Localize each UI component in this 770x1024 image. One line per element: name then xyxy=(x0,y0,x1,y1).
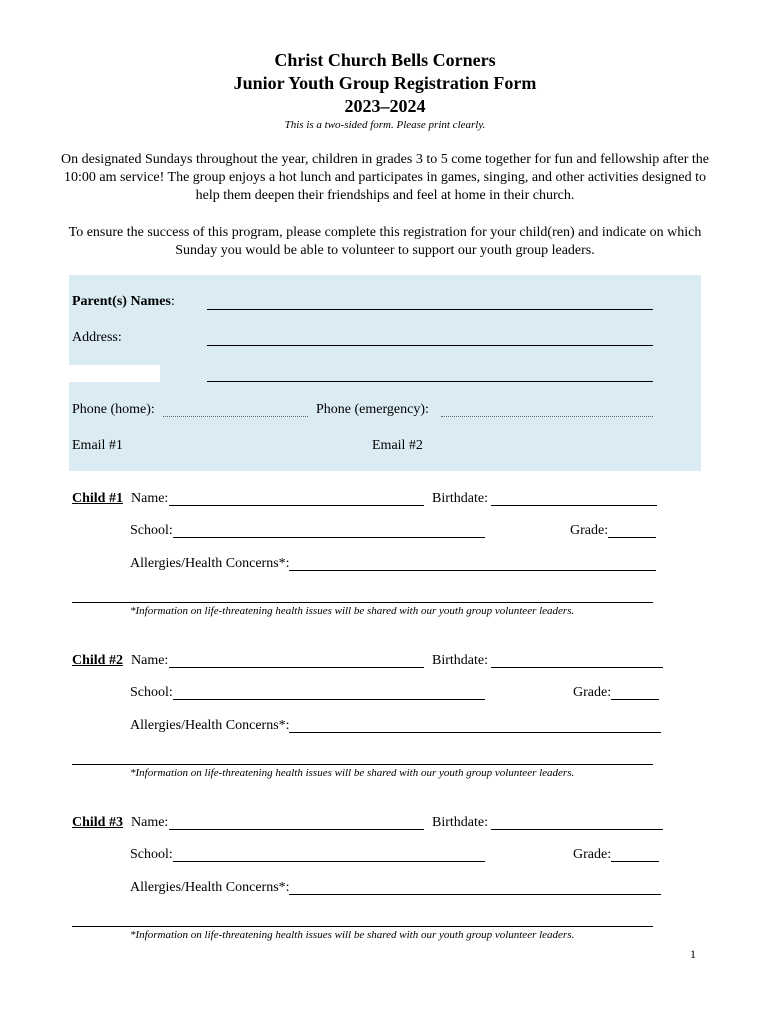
form-title: Junior Youth Group Registration Form xyxy=(233,73,537,93)
child2-name-label: Name: xyxy=(131,653,169,668)
child1-name-field[interactable] xyxy=(169,505,424,506)
child2-grade-field[interactable] xyxy=(611,699,659,700)
child2-allergies-label: Allergies/Health Concerns*: xyxy=(130,718,290,733)
email1-label: Email #1 xyxy=(72,438,123,453)
child1-grade-label: Grade: xyxy=(570,523,609,538)
phone-home-label: Phone (home): xyxy=(72,402,155,417)
parent-names-label: Parent(s) Names: xyxy=(72,294,175,309)
child2-name-field[interactable] xyxy=(169,667,424,668)
child2-allergies-field[interactable] xyxy=(289,732,661,733)
child1-grade-field[interactable] xyxy=(608,537,656,538)
child3-birthdate-field[interactable] xyxy=(491,829,663,830)
child2-school-label: School: xyxy=(130,685,173,700)
phone-emergency-field[interactable] xyxy=(441,416,653,417)
child2-school-field[interactable] xyxy=(173,699,485,700)
form-title-church: Christ Church Bells Corners xyxy=(274,50,496,70)
child2-allergies-field-2[interactable] xyxy=(72,764,653,765)
child3-grade-label: Grade: xyxy=(573,847,612,862)
child2-grade-label: Grade: xyxy=(573,685,612,700)
child3-name-label: Name: xyxy=(131,815,169,830)
child1-school-label: School: xyxy=(130,523,173,538)
intro-paragraph: On designated Sundays throughout the year, children in grades 3 to 5 come together for fun and fellowship after the 10:00 am service! The group enjoys a hot lunch and participates in games, singing, and other activities designed to help them deepen their friendships and feel at home in their church. xyxy=(61,152,709,203)
child1-health-note: *Information on life-threatening health issues will be shared with our youth group volunteer leaders. xyxy=(130,605,575,617)
form-subtitle: This is a two-sided form. Please print clearly. xyxy=(284,119,486,131)
page-number: 1 xyxy=(690,947,696,961)
child2-health-note: *Information on life-threatening health issues will be shared with our youth group volunteer leaders. xyxy=(130,767,575,779)
child1-allergies-field[interactable] xyxy=(289,570,656,571)
child3-allergies-label: Allergies/Health Concerns*: xyxy=(130,880,290,895)
volunteer-paragraph: To ensure the success of this program, please complete this registration for your child(ren) and indicate on which Sunday you would be able to volunteer to support our youth group leaders. xyxy=(68,225,702,258)
child3-allergies-field[interactable] xyxy=(289,894,661,895)
child3-school-label: School: xyxy=(130,847,173,862)
child2-birthdate-field[interactable] xyxy=(491,667,663,668)
child2-label: Child #2 xyxy=(72,653,123,668)
child3-health-note: *Information on life-threatening health issues will be shared with our youth group volunteer leaders. xyxy=(130,929,575,941)
child1-school-field[interactable] xyxy=(173,537,485,538)
child1-birthdate-label: Birthdate: xyxy=(432,491,488,506)
address-field-line-1[interactable] xyxy=(207,345,653,346)
form-year: 2023–2024 xyxy=(344,96,426,116)
child1-name-label: Name: xyxy=(131,491,169,506)
child3-birthdate-label: Birthdate: xyxy=(432,815,488,830)
phone-home-field[interactable] xyxy=(163,416,308,417)
child3-name-field[interactable] xyxy=(169,829,424,830)
child1-birthdate-field[interactable] xyxy=(491,505,657,506)
phone-emergency-label: Phone (emergency): xyxy=(316,402,429,417)
child3-allergies-field-2[interactable] xyxy=(72,926,653,927)
panel-white-block xyxy=(69,365,160,382)
child1-label: Child #1 xyxy=(72,491,123,506)
parent-names-field[interactable] xyxy=(207,309,653,310)
child3-label: Child #3 xyxy=(72,815,123,830)
child1-allergies-field-2[interactable] xyxy=(72,602,653,603)
address-label: Address: xyxy=(72,330,122,345)
child1-allergies-label: Allergies/Health Concerns*: xyxy=(130,556,290,571)
email2-label: Email #2 xyxy=(372,438,423,453)
address-field-line-2[interactable] xyxy=(207,381,653,382)
child2-birthdate-label: Birthdate: xyxy=(432,653,488,668)
child3-grade-field[interactable] xyxy=(611,861,659,862)
child3-school-field[interactable] xyxy=(173,861,485,862)
